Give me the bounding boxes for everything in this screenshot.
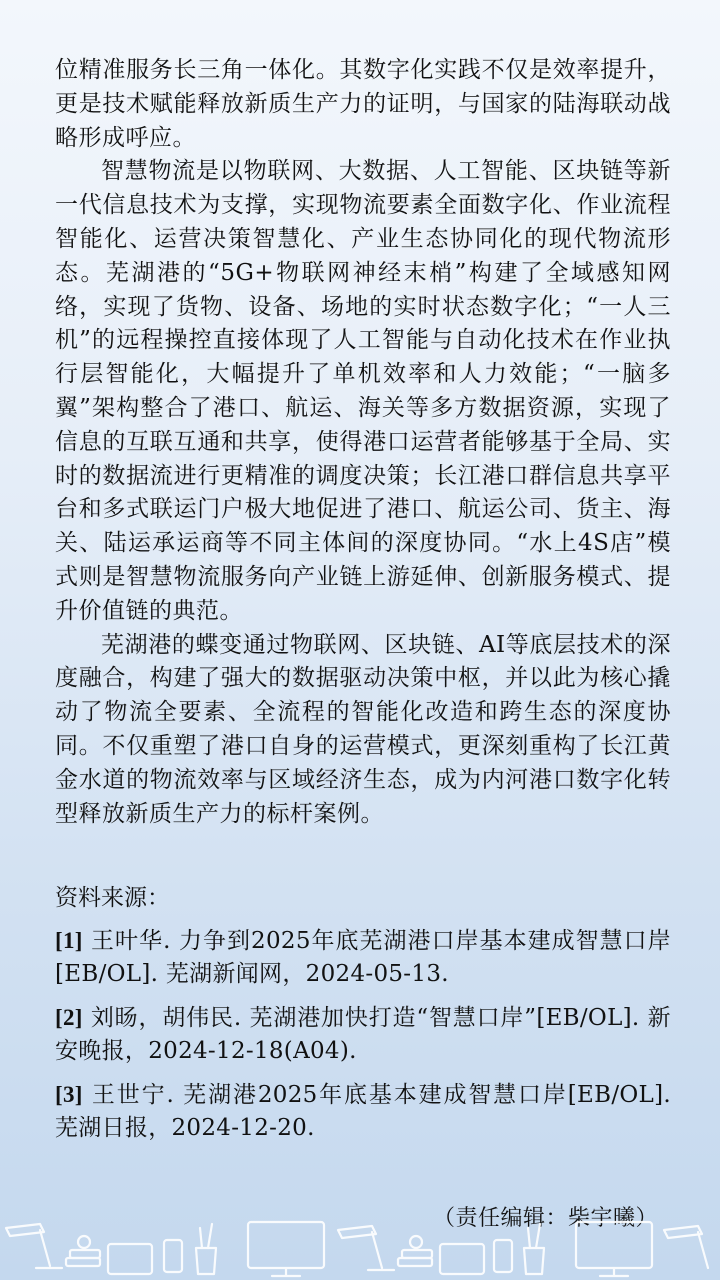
reference-item-1 — [55, 925, 671, 990]
tablet-icon — [108, 1244, 152, 1274]
reference-text: 王叶华. 力争到2025年底芜湖港口岸基本建成智慧口岸[EB/OL]. 芜湖新闻网，2024-05-13. — [55, 928, 671, 987]
reference-number: [3] — [55, 1082, 83, 1108]
reference-item-3 — [55, 1079, 671, 1144]
article-paragraph-3: 芜湖港的蝶变通过物联网、区块链、AI等底层技术的深度融合，构建了强大的数据驱动决策中枢，并以此为核心撬动了物流全要素、全流程的智能化改造和跨生态的深度协同。不仅重塑了港口自身的运营模式，更深刻重构了长江黄金水道的物流效率与区域经济生态，成为内河港口数字化转型释放新质生产力的标杆案例。 — [55, 631, 671, 827]
article-paragraph-1: 位精准服务长三角一体化。其数字化实践不仅是效率提升，更是技术赋能释放新质生产力的证明，与国家的陆海联动战略形成呼应。 — [55, 57, 671, 151]
desk-lamp-icon — [338, 1226, 394, 1270]
reference-text: 王世宁. 芜湖港2025年底基本建成智慧口岸[EB/OL]. 芜湖日报，2024-12-20. — [55, 1082, 671, 1141]
monitor-icon — [248, 1222, 324, 1276]
desk-lamp-icon — [6, 1224, 62, 1268]
article-body — [55, 54, 671, 1156]
pen-cup-icon — [196, 1224, 216, 1274]
reference-number: [1] — [55, 928, 83, 954]
desk-lamp-icon — [664, 1226, 708, 1268]
books-icon — [66, 1236, 100, 1266]
reference-number: [2] — [55, 1005, 83, 1031]
reference-item-2 — [55, 1002, 671, 1067]
tablet-icon — [440, 1244, 484, 1274]
books-icon — [398, 1236, 432, 1266]
responsible-editor: （责任编辑：柴宇曦） — [432, 1206, 658, 1231]
phone-icon — [494, 1240, 512, 1272]
references-title: 资料来源： — [55, 885, 170, 912]
article-paragraph-2: 智慧物流是以物联网、大数据、人工智能、区块链等新一代信息技术为支撑，实现物流要素全面数字化、作业流程智能化、运营决策智慧化、产业生态协同化的现代物流形态。芜湖港的“5G+物联网神经末梢”构建了全域感知网络，实现了货物、设备、场地的实时状态数字化；“一人三机”的远程操控直接体现了人工智能与自动化技术在作业执行层智能化，大幅提升了单机效率和人力效能；“一脑多翼”架构整合了港口、航运、海关等多方数据资源，实现了信息的互联互通和共享，使得港口运营者能够基于全局、实时的数据流进行更精准的调度决策；长江港口群信息共享平台和多式联运门户极大地促进了港口、航运公司、货主、海关、陆运承运商等不同主体间的深度协同。“水上4S店”模式则是智慧物流服务向产业链上游延伸、创新服务模式、提升价值链的典范。 — [55, 158, 671, 624]
phone-icon — [164, 1240, 182, 1272]
reference-text: 刘旸，胡伟民. 芜湖港加快打造“智慧口岸”[EB/OL]. 新安晚报，2024-12-18(A04). — [55, 1005, 671, 1064]
